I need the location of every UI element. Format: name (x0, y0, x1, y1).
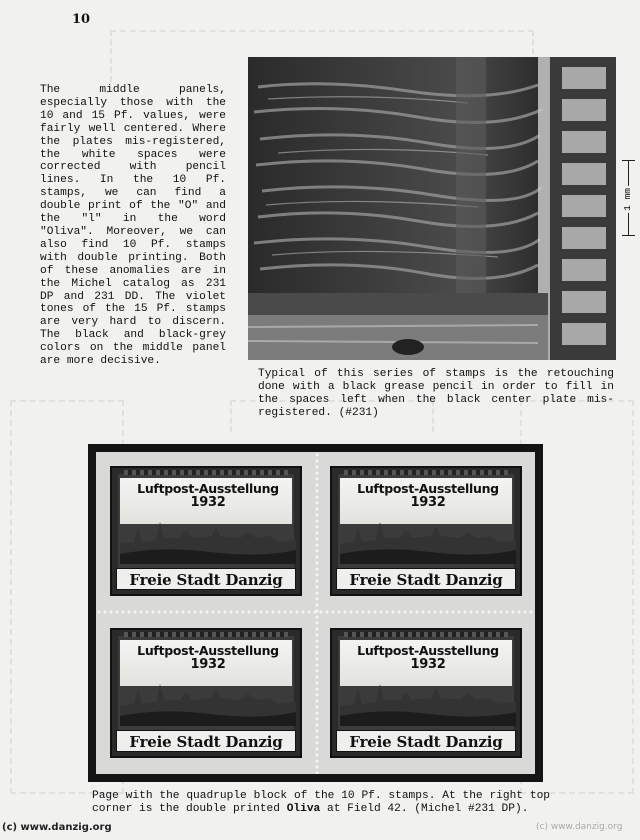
oliva-skyline-icon (120, 508, 296, 564)
oliva-skyline-icon (340, 508, 516, 564)
caption-emphasis: Oliva (286, 803, 321, 815)
overprint-line-1: Luftpost-Ausstellung (137, 481, 279, 496)
scale-label: 1 mm (622, 188, 633, 211)
stamp-frame-ornament (124, 470, 288, 475)
stamp-inscription: Freie Stadt Danzig (349, 733, 503, 751)
oliva-skyline-icon (120, 670, 296, 726)
stamp-inscription: Freie Stadt Danzig (129, 733, 283, 751)
overprint-year: 1932 (190, 495, 226, 510)
stamp-inscription: Freie Stadt Danzig (129, 571, 283, 589)
overprint-line-1: Luftpost-Ausstellung (357, 643, 499, 658)
stamp-top-right (330, 466, 522, 596)
stamp-bottom-left (110, 628, 302, 758)
copyright-notice: (c) www.danzig.org (2, 822, 112, 833)
oliva-skyline-icon (340, 670, 516, 726)
overprint-year: 1932 (410, 495, 446, 510)
overprint-year: 1932 (190, 657, 226, 672)
closeup-retouch-image (248, 57, 616, 360)
stamp-block-photo (88, 444, 543, 782)
caption-text-end: at Field 42. (Michel #231 DP). (320, 803, 529, 815)
stamp-inscription: Freie Stadt Danzig (349, 571, 503, 589)
overprint-line-1: Luftpost-Ausstellung (137, 643, 279, 658)
closeup-caption: Typical of this series of stamps is the retouching done with a black grease pencil in order to fill in the spaces left when the black center plate mis-registered. (#231) (258, 368, 614, 419)
scale-marker (618, 160, 640, 236)
scale-tick (622, 160, 635, 161)
closeup-photo (248, 57, 616, 360)
stamp-top-left (110, 466, 302, 596)
overprint-line-1: Luftpost-Ausstellung (357, 481, 499, 496)
scale-tick (622, 235, 635, 236)
stamp-bottom-right (330, 628, 522, 758)
stamp-frame-ornament (344, 632, 508, 637)
vertical-perforation (314, 452, 320, 774)
stamp-frame-ornament (344, 470, 508, 475)
overprint (340, 644, 516, 672)
stamp-sheet (96, 452, 535, 774)
overprint (120, 482, 296, 510)
intro-paragraph: The middle panels, especially those with the 10 and 15 Pf. values, were fairly well centered. Where the plates mis-registered, the white spaces were corrected with pencil lines. In the 10 Pf. stamps, we can find a double print of the "O" and the "l" in the word "Oliva". Moreover, we can also find 10 Pf. stamps with double printing. Both of these anomalies are in the Michel catalog as 231 DP and 231 DD. The violet tones of the 15 Pf. stamps are very hard to discern. The black and black-grey colors on the middle panel are more decisive. (40, 84, 226, 368)
stamp-frame-ornament (124, 632, 288, 637)
copyright-watermark: (c) www.danzig.org (536, 822, 623, 832)
overprint-year: 1932 (410, 657, 446, 672)
overprint (340, 482, 516, 510)
overprint (120, 644, 296, 672)
stamp-block-caption (92, 790, 550, 816)
caption-text: Page with the quadruple block of the 10 Pf. stamps. At the right top corner is the double printed (92, 790, 550, 815)
page-number: 10 (72, 12, 91, 27)
